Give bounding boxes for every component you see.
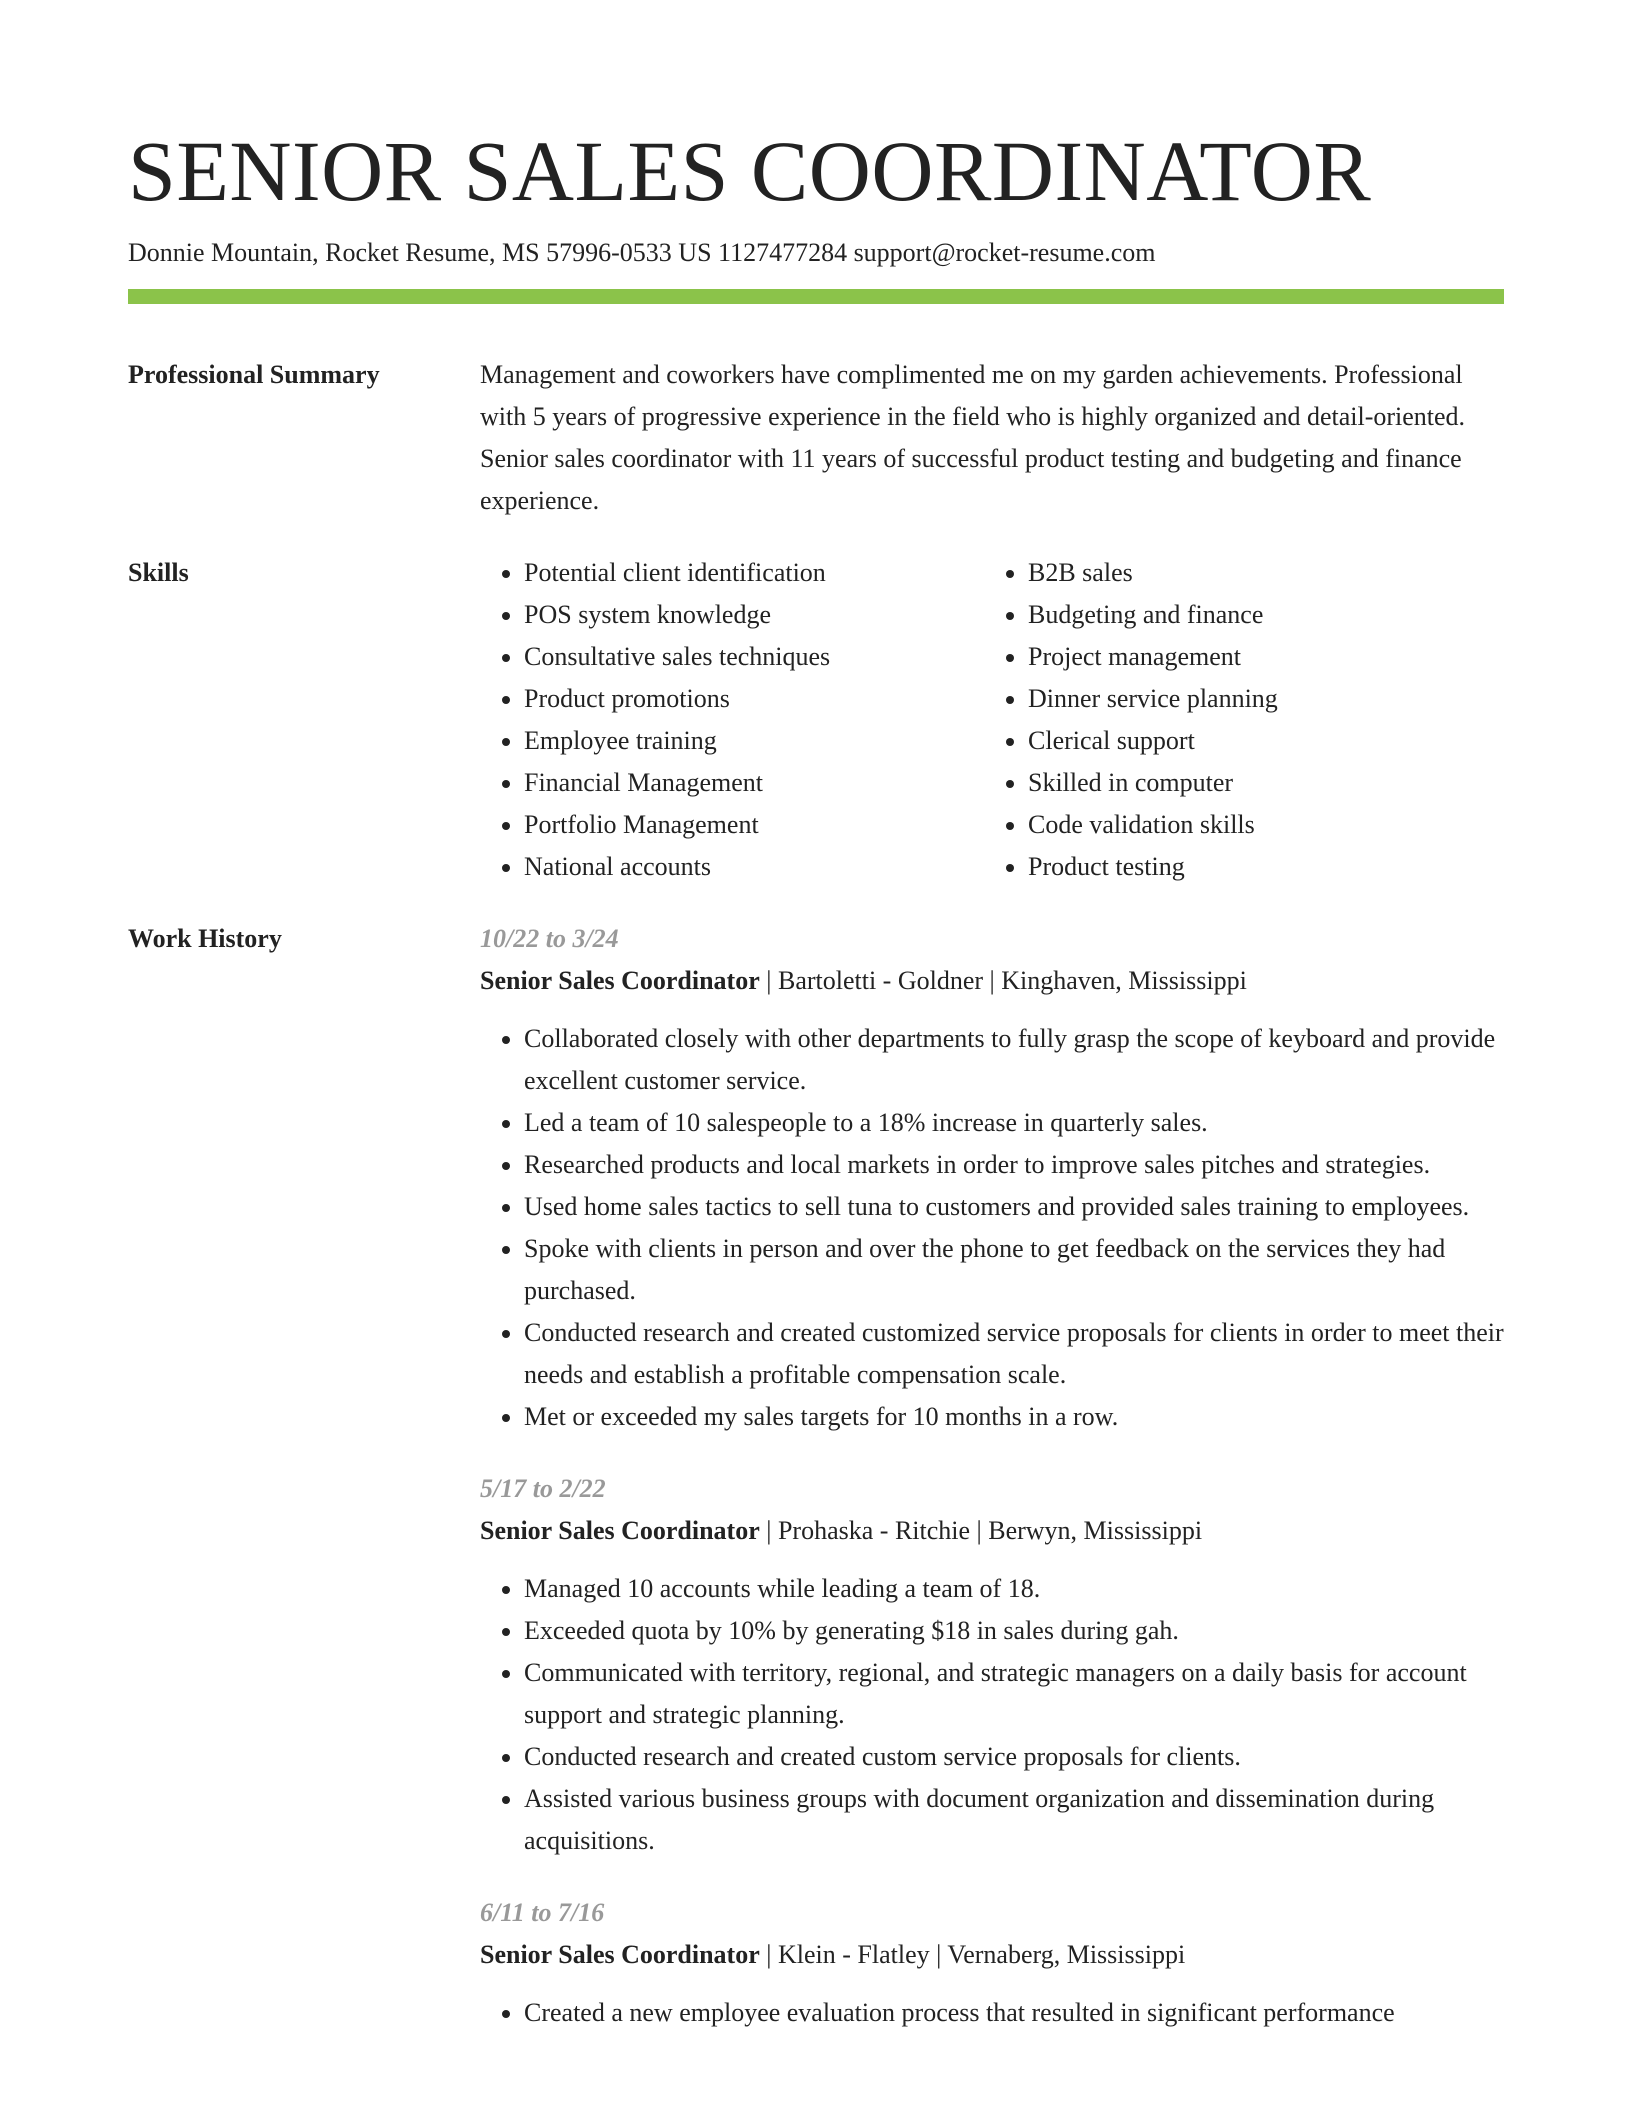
skill-item: • B2B sales — [1028, 552, 1488, 594]
skill-item: • Product testing — [1028, 846, 1488, 888]
job-bullet: • Conducted research and created custom service proposals for clients. — [524, 1736, 1504, 1778]
skills-heading: Skills — [128, 558, 189, 587]
summary-heading: Professional Summary — [128, 360, 380, 389]
job-bullet: • Used home sales tactics to sell tuna to customers and provided sales training to employees. — [524, 1186, 1504, 1228]
job-bullet: • Met or exceeded my sales targets for 10 months in a row. — [524, 1396, 1504, 1438]
work-history-section — [128, 918, 1504, 2064]
job-bullet: • Conducted research and created customized service proposals for clients in order to meet their needs and establish a profitable compensation scale. — [524, 1312, 1504, 1396]
skill-item: • Clerical support — [1028, 720, 1488, 762]
job-dates: 10/22 to 3/24 — [480, 924, 619, 953]
job-title: Senior Sales Coordinator — [480, 1940, 760, 1969]
skill-item: • Skilled in computer — [1028, 762, 1488, 804]
job-dates: 5/17 to 2/22 — [480, 1474, 606, 1503]
skill-item: • National accounts — [524, 846, 984, 888]
job-bullets — [480, 1018, 1504, 1438]
job-title: Senior Sales Coordinator — [480, 1516, 760, 1545]
job-title: Senior Sales Coordinator — [480, 966, 760, 995]
work-history-heading: Work History — [128, 924, 282, 953]
job-bullet: • Created a new employee evaluation process that resulted in significant performance — [524, 1992, 1504, 2034]
job-title-line — [480, 960, 1504, 1002]
job-bullet: • Led a team of 10 salespeople to a 18% increase in quarterly sales. — [524, 1102, 1504, 1144]
skills-list-left — [480, 552, 984, 888]
job-bullet: • Collaborated closely with other departments to fully grasp the scope of keyboard and provide excellent customer service. — [524, 1018, 1504, 1102]
skill-item: • Product promotions — [524, 678, 984, 720]
job-employer-location: | Prohaska - Ritchie | Berwyn, Mississippi — [759, 1516, 1203, 1545]
skill-item: • Project management — [1028, 636, 1488, 678]
summary-section — [128, 354, 1504, 522]
skills-section — [128, 552, 1504, 888]
job-title-line — [480, 1510, 1504, 1552]
contact-line: Donnie Mountain, Rocket Resume, MS 57996-0533 US 1127477284 support@rocket-resume.com — [128, 238, 1156, 267]
skill-item: • Financial Management — [524, 762, 984, 804]
job-entry — [480, 918, 1504, 1438]
job-dates: 6/11 to 7/16 — [480, 1898, 605, 1927]
skills-list-right — [984, 552, 1488, 888]
job-entry — [480, 1892, 1504, 2034]
job-bullet: • Assisted various business groups with document organization and dissemination during acquisitions. — [524, 1778, 1504, 1862]
skill-item: • Employee training — [524, 720, 984, 762]
resume-title: SENIOR SALES COORDINATOR — [128, 123, 1372, 219]
job-bullet: • Researched products and local markets in order to improve sales pitches and strategies. — [524, 1144, 1504, 1186]
skill-item: • Consultative sales techniques — [524, 636, 984, 678]
skill-item: • Dinner service planning — [1028, 678, 1488, 720]
skill-item: • Code validation skills — [1028, 804, 1488, 846]
job-bullet: • Exceeded quota by 10% by generating $18 in sales during gah. — [524, 1610, 1504, 1652]
job-bullet: • Communicated with territory, regional, and strategic managers on a daily basis for account support and strategic planning. — [524, 1652, 1504, 1736]
job-employer-location: | Klein - Flatley | Vernaberg, Mississippi — [759, 1940, 1186, 1969]
resume-page — [128, 0, 1504, 2064]
skill-item: • POS system knowledge — [524, 594, 984, 636]
job-bullets — [480, 1568, 1504, 1862]
skill-item: • Portfolio Management — [524, 804, 984, 846]
job-bullet: • Managed 10 accounts while leading a team of 18. — [524, 1568, 1504, 1610]
job-employer-location: | Bartoletti - Goldner | Kinghaven, Mississippi — [759, 966, 1247, 995]
job-entry — [480, 1468, 1504, 1862]
skill-item: • Potential client identification — [524, 552, 984, 594]
summary-text: Management and coworkers have complimented me on my garden achievements. Professional with 5 years of progressive experience in the field who is highly organized and detail-oriented. Senior sales coordinator with 11 years of successful product testing and budgeting and finance experience. — [480, 360, 1466, 515]
header-divider — [128, 289, 1504, 304]
job-bullets — [480, 1992, 1504, 2034]
job-title-line — [480, 1934, 1504, 1976]
job-bullet: • Spoke with clients in person and over the phone to get feedback on the services they had purchased. — [524, 1228, 1504, 1312]
skill-item: • Budgeting and finance — [1028, 594, 1488, 636]
